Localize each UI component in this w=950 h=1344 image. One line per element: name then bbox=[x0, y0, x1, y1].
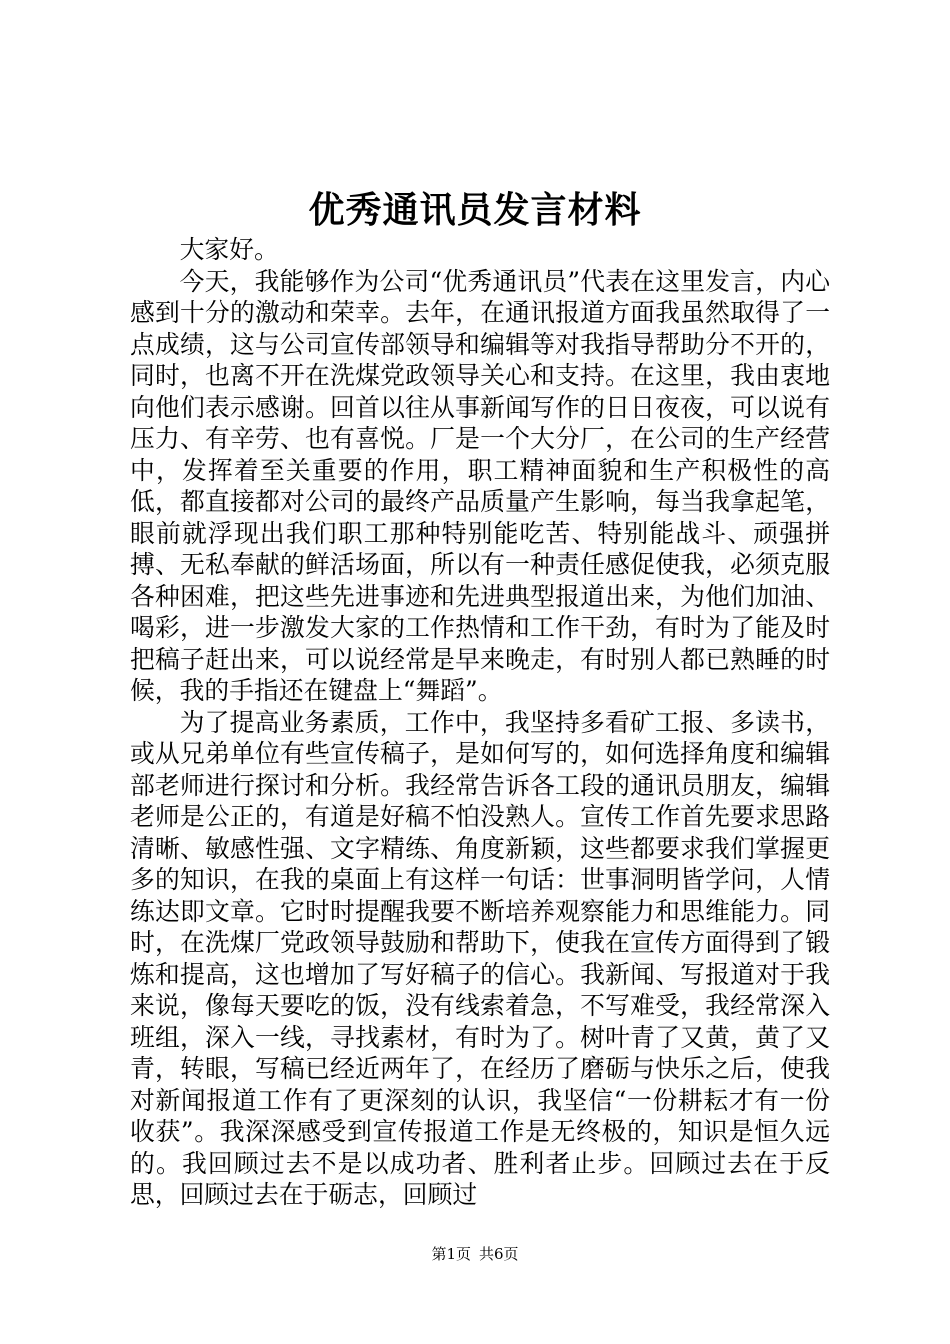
paragraph-professional-growth: 为了提高业务素质，工作中，我坚持多看矿工报、多读书，或从兄弟单位有些宣传稿子，是如何写的，如何选择角度和编辑部老师进行探讨和分析。我经常告诉各工段的通讯员朋友，编辑老师是公正的，有道是好稿不怕没熟人。宣传工作首先要求思路清晰、敏感性强、文字精练、角度新颖，这些都要求我们掌握更多的知识，在我的桌面上有这样一句话：世事洞明皆学问，人情练达即文章。它时时提醒我要不断培养观察能力和思维能力。同时，在洗煤厂党政领导鼓励和帮助下，使我在宣传方面得到了锻炼和提高，这也增加了写好稿子的信心。我新闻、写报道对于我来说，像每天要吃的饭，没有线索着急，不写难受，我经常深入班组，深入一线，寻找素材，有时为了。树叶青了又黄，黄了又青，转眼，写稿已经近两年了，在经历了磨砺与快乐之后，使我对新闻报道工作有了更深刻的认识，我坚信“一份耕耘才有一份收获”。我深深感受到宣传报道工作是无终极的，知识是恒久远的。我回顾过去不是以成功者、胜利者止步。回顾过去在于反思，回顾过去在于砺志，回顾过 bbox=[130, 707, 830, 1209]
page-footer bbox=[0, 1244, 950, 1264]
paragraph-greeting: 大家好。 bbox=[179, 235, 279, 264]
paragraph-introduction: 今天，我能够作为公司“优秀通讯员”代表在这里发言，内心感到十分的激动和荣幸。去年，在通讯报道方面我虽然取得了一点成绩，这与公司宣传部领导和编辑等对我指导帮助分不开的，同时，也离不开在洗煤党政领导关心和支持。在这里，我由衷地向他们表示感谢。回首以往从事新闻写作的日日夜夜，可以说有压力、有辛劳、也有喜悦。厂是一个大分厂，在公司的生产经营中，发挥着至关重要的作用，职工精神面貌和生产积极性的高低，都直接都对公司的最终产品质量产生影响，每当我拿起笔，眼前就浮现出我们职工那种特别能吃苦、特别能战斗、顽强拼搏、无私奉献的鲜活场面，所以有一种责任感促使我，必须克服各种困难，把这些先进事迹和先进典型报道出来，为他们加油、喝彩，进一步激发大家的工作热情和工作干劲，有时为了能及时把稿子赶出来，可以说经常是早来晚走，有时别人都已熟睡的时候，我的手指还在键盘上“舞蹈”。 bbox=[130, 266, 830, 705]
document-title: 优秀通讯员发言材料 bbox=[308, 189, 642, 231]
page-number: 第1页 bbox=[431, 1245, 471, 1263]
document-body bbox=[130, 234, 830, 1211]
page-total: 共6页 bbox=[479, 1245, 519, 1263]
